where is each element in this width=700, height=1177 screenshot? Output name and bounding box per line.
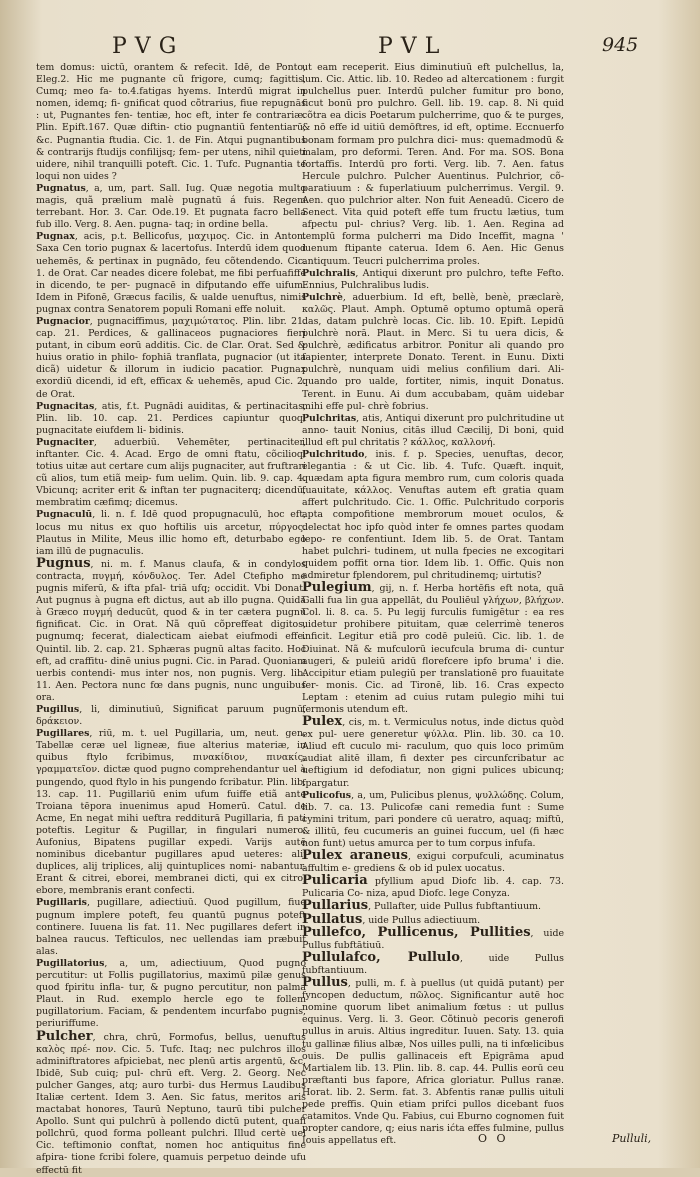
dictionary-entry bbox=[302, 850, 564, 875]
entry-headword: Pulex bbox=[302, 714, 343, 730]
entry-text: , a, um, Pulicibus plenus, ψυλλώδης. Colum, lib. 7. ca. 13. Pulicofæ cani remedia funt : Sume cymini tritum, pari pondere cū ueratro, aquaq; miftū, & illitū, feu cucumeris an guinei fuccum, uel (fi hæc non funt) uetus amurca per to tum corpus infufa. bbox=[302, 789, 564, 849]
dictionary-entry bbox=[302, 582, 564, 716]
dictionary-entry bbox=[36, 704, 306, 728]
entry-headword: Pulchralis bbox=[302, 267, 356, 279]
entry-text: , Pullafter, uide Pullus fubftantiuum. bbox=[368, 901, 542, 913]
dictionary-entry bbox=[302, 449, 564, 582]
dictionary-entry bbox=[36, 555, 306, 704]
entry-headword: Pulegium bbox=[302, 580, 372, 596]
dictionary-entry bbox=[302, 924, 564, 952]
entry-text: , aduerbium. Id eft, bellè, benè, præclarè, καλῶς. Plaut. Amph. Optumē optumo optumā operā das, datam pulchrè locas. Cic. lib. 10. Epift. Lepidū pulchrè norā. Plaut. in Merc. Si tu uera dicis, & pulchrè, ædificatus arbitror. Ponitur ali quando pro fapienter, interprete Donato. Terent. in Eunu. Dixti pulchrè, nunquam uidi melius confilium dari. Ali- quando pro ualde, fortiter, nimis, inquit Donatus. Terent. in Eunu. Ai dum accubabam, quām uidebar mihi effe pul- chrè fobrius. bbox=[302, 291, 564, 412]
right-column bbox=[302, 62, 564, 1147]
entry-headword: Pugnacior bbox=[36, 315, 90, 327]
entry-text: , atis, f.t. Pugnādi auiditas, & pertinacitas, Plin. lib. 10. cap. 21. Perdices capiuntur quoq; pugnacitate eiufdem li- bidinis. bbox=[36, 400, 306, 436]
entry-text: , inis. f. p. Species, uenuftas, decor, elegantia : & ut Cic. lib. 4. Tufc. Quæft. inquit, quædam apta figura membro rum, cum coloris quada fuauitate, κάλλος. Venuftas autem eft gratia quam affert pulchritudo. Cic. 1. Offic. Pulchritudo corporis apta compofitione membrorum mouet oculos, & delectat hoc ipfo quòd inter fe omnes partes quodam lepo- re confentiunt. Idem lib. 5. de Orat. Tantam habet pulchri- tudinem, ut nulla fpecies ne excogitari quidem poffit orna tior. Idem lib. 1. Offic. Quis non admiretur fplendorem, pul chritudinemq; uirtutis? bbox=[302, 449, 564, 581]
entry-text: , atis, Antiqui dixerunt pro pulchritudine ut anno- tauit Nonius, citās illud Cæcilij, Di boni, quid illud eft pul chritatis ? κάλλος, καλλονή. bbox=[302, 412, 564, 448]
entry-headword: Pugillaris bbox=[36, 897, 87, 909]
entry-text: , acis, p.t. Bellicofus, μαχιμος. Cic. in Anton. Saxa Cen torio pugnax & lacertofus. Interdū idem quod uehemēs, & pertinax in pugnādo, feu cõtendendo. Cic. 1. de Orat. Car neades dicere folebat, me fibi perfuafiffe in dicendo, te per- pugnacē in difputando effe uifum. Idem in Pifonē, Græcus facilis, & ualde uenuftus, nimis pugnax contra Senatorem populi Romani effe noluit. bbox=[36, 231, 306, 315]
entry-headword: Pulcher bbox=[36, 1028, 93, 1044]
dictionary-entry bbox=[36, 958, 306, 1031]
dictionary-entry bbox=[302, 268, 564, 292]
entry-headword: Pugillatorius bbox=[36, 957, 105, 969]
dictionary-entry bbox=[302, 716, 564, 790]
entry-text: tem domus: uictū, orantem & refecit. Idē, de Ponto, Eleg.2. Hic me pugnante cũ frigore, cumq; fagittis, Cumq; meo fa- to.4.fatigas hyems. Interdū migrat in nomen, idemq; fi- gnificat quod cõtrarius, fiue repugnās : ut, Pugnantes fen- tentiæ, hoc eft, inter fe contrariæ. Plin. Epift.167. Quæ diftin- ctio pugnantiū fententiarū, &c. Pugnantia ftudia. Cic. 1. de Fin. Atqui pugnantibus & contrarijs ftudijs confilijsq; fem- per utens, nihil quieti uidere, nihil tranquilli poteft. Cic. 1. Tufc. Pugnantia te loqui non uides ? bbox=[36, 62, 306, 182]
dictionary-entry bbox=[36, 897, 306, 957]
entry-headword: Pullulafco, Pullulo bbox=[302, 949, 460, 965]
catchword: Pulluli, bbox=[612, 1132, 652, 1145]
entry-text: , chra, chrū, Formofus, bellus, uenuftus καλὸς πρέ- πον. Cic. 5. Tufc. Itaq; nec pulchros illos adminiftratores afpiciebat, nec plenū artis argentū, &c. Ibidē, Sub cuiq; pul- chrū eft. Verg. 2. Georg. Nec pulcher Ganges, atq; auro turbi- dus Hermus Laudibus Italiæ certent. Idem 3. Aen. Sic fatus, meritos aris mactabat honores, Taurū Neptuno, taurū tibi pulcher Apollo. Sunt qui pulchrū à pollendo dictū putent, quafi pollchrū, quod forma polleant pulchri. Illud certè uel Cic. teftimonio conftat, nomen hoc antiquitus fine afpira- tione fcribi folere, quamuis perpetuo deinde ufu effectū fit bbox=[36, 1031, 306, 1176]
entry-text: , exigui corpufculi, acuminatus affultim e- grediens & ob id pulex uocatus. bbox=[302, 851, 564, 875]
entry-headword: Pulicaria bbox=[302, 873, 368, 889]
entry-headword: Pullatus bbox=[302, 911, 363, 927]
entry-headword: Pugillus bbox=[36, 703, 80, 715]
entry-text: , a, um, part. Sall. Iug. Quæ negotia multo magis, quã prælium malè pugnatū á fuis. Regem terrebant. Hor. 3. Car. Ode.19. Et pugnata facro bella fub illo. Verg. 8. Aen. pugna- taq; in ordine bella. bbox=[36, 182, 306, 231]
running-head-left: PVG bbox=[112, 34, 185, 59]
entry-headword: Pullefco, Pullicenus, Pullities bbox=[302, 924, 531, 940]
entry-text: , gij, n. f. Herba hortēfis eft nota, quā Galli fua lin gua appellāt, du Pouliēul γλήχων, βλήχων. Col. li. 8. ca. 5. Pu legij furculis fumigētur : ea res uidetur prohibere pituitam, quæ celerrimè teneros inficit. Legitur etiã pro codē puleiū. Cic. lib. 1. de Diuinat. Nã & mufculorū iecufcula bruma di- cuntur augeri, & puleiū aridū florefcere ipfo bruma' i die. Accipitur etiam pulegiū per translationē pro fuauitate fer- monis. Cic. ad Tironē, lib. 16. Cras expecto Leptam : etenim ad cuius rutam pulegio mihi tui fermonis utendum eft. bbox=[302, 583, 564, 715]
entry-headword: Pulchrè bbox=[302, 291, 343, 303]
entry-text: , cis, m. t. Vermiculus notus, inde dictus quòd ex pul- uere generetur ψύλλα. Plin. lib. 30. ca 10. Aliud eft cuculo mi- raculum, quo quis loco primūm audiat alitē illam, fi dexter pes circunfcribatur ac ueftigium id defodiatur, non gigni pulices ubicunq; fpargatur. bbox=[302, 717, 564, 789]
page-number: 945 bbox=[602, 34, 639, 56]
dictionary-entry bbox=[302, 790, 564, 850]
dictionary-entry bbox=[36, 509, 306, 557]
entry-headword: Pugnaciter bbox=[36, 436, 94, 448]
dictionary-entry bbox=[36, 437, 306, 510]
entry-headword: Pulchritudo bbox=[302, 449, 365, 460]
dictionary-entry bbox=[302, 875, 564, 900]
entry-text: , pugillare, adiectiuū. Quod pugillum, fiue pugnum implere poteft, feu quantū pugnus poteft continere. Iuuena lis fat. 11. Nec pugillares defert in balnea raucus. Tefticulos, nec uellendas iam præbuit alas. bbox=[36, 897, 306, 957]
entry-text: , a, um, adiectiuum, Quod pugno percutitur: ut Follis pugillatorius, maximū pilæ genus quod fpiritu infla- tur, & pugno percutitur, non palma Plaut. in Rud. exemplo hercle ego te follem pugillatorium. Faciam, & pendentem incurfabo pugnis, periuriffume. bbox=[36, 957, 306, 1030]
entry-headword: Pugnax bbox=[36, 231, 75, 243]
signature-mark: O O bbox=[478, 1132, 509, 1145]
entry-text: , pugnaciffimus, μαχιμώτατος. Plin. libr. 21. cap. 21. Perdices, & gallinaceos pugnaciores fieri putant, in cibum eorū additis. Cic. de Clar. Orat. Sed & huius oratio in philo- fophiā tranflata, pugnacior (ut ita dicã) uidetur & illorum in iudicio pacatior. Pugnax exordiū dicendi, id eft, efficax & uehemēs, apud Cic. 2. de Orat. bbox=[36, 315, 306, 400]
page-header bbox=[0, 30, 700, 58]
entry-headword: Pugnacitas bbox=[36, 400, 95, 412]
entry-text: , uide Pullus fubftantiuum. bbox=[302, 952, 564, 976]
dictionary-entry bbox=[36, 62, 306, 183]
entry-headword: Pulex araneus bbox=[302, 848, 408, 864]
dictionary-entry bbox=[36, 231, 306, 316]
dictionary-entry bbox=[36, 316, 306, 401]
entry-text: ut eam receperit. Eius diminutiuū eft pulchellus, la, lum. Cic. Attic. lib. 10. Redeo ad altercationem : furgit pulchellus puer. Interdū pulcher fumitur pro bono, ficut bonū pro pulchro. Gell. lib. 19. cap. 8. Ni quid cõtra ea dicis Poetarum pulcherrime, quo & te purges, & nō effe id uitiū demōftres, id eft, optime. Eccnuerfo bonam formam pro pulchra dici- mus: quemadmodū & malam, pro deformi. Teren. And. For ma. SOS. Bona fortaffis. Interdū pro forti. Verg. lib. 7. Aen. fatus Hercule pulchro. Pulcher Auentinus. Pulchrior, cõ- paratiuum : & fuperlatiuum pulcherrimus. Vergil. 9. Aen. quo pulchrior alter. Non fuit Aeneadū. Cicero de Senect. Vita quid poteft effe tum fructu lætius, tum afpectu pul- chrius? Verg. lib. 1. Aen. Regina ad templū forma pulcherri ma Dido Inceffit, magna ' iuenum ftipante caterua. Idem 6. Aen. Hic Genus antiquum. Teucri pulcherrima proles. bbox=[302, 62, 564, 267]
running-head-right: PVL bbox=[378, 34, 448, 59]
entry-text: pfyllium apud Diofc lib. 4. cap. 73. Pulicaria Co- niza, apud Diofc. lege Conyza. bbox=[302, 876, 564, 900]
left-column bbox=[36, 62, 306, 1176]
page-footer bbox=[0, 1132, 700, 1152]
entry-text: , pulli, m. f. à puellus (ut quidā putant) per fyncopen deductum, πῶλος. Significantur autē hoc nomine quorum libet animalium fœtus : ut pullus equinus. Verg. li. 3. Geor. Cõtinuò pecoris generofi pullus in aruis. Altius ingreditur. Iuuen. Saty. 13. quia tu gallinæ filius albæ, Nos uilles pulli, na ti infœlicibus ouis. De pullis gallinaceis eft Epigrāma apud Martialem lib. 13. Plin. lib. 8. cap. 44. Pullis eorū ceu præftanti bus fapore, Africa gloriatur. Pullus ranæ. Horat. lib. 2. Serm. fat. 3. Abfentis ranæ pullis uituli pede preffis. Quin etiam prifci pullos dicebant fuos catamitos. Vnde Qu. Fabius, cui Eburno cognomen fuit propter candore, q; eius naris ićta effes fulmine, pullus Iouis appellatus eft. bbox=[302, 978, 564, 1147]
entry-text: , uide Pullus fubftātiuū. bbox=[302, 927, 564, 951]
dictionary-entry bbox=[36, 728, 306, 897]
dictionary-entry bbox=[302, 62, 564, 268]
dictionary-entry bbox=[36, 1028, 306, 1177]
entry-headword: Pulchritas bbox=[302, 412, 357, 424]
entry-text: , Antiqui dixerunt pro pulchro, tefte Fefto. Ennius, Pulchralibus ludis. bbox=[302, 267, 564, 291]
entry-text: , uide Pullus adiectiuum. bbox=[362, 914, 481, 926]
entry-headword: Pugnus bbox=[36, 555, 91, 571]
dictionary-entry bbox=[302, 949, 564, 977]
entry-headword: Pulicofus bbox=[302, 789, 352, 801]
entry-headword: Pullarius bbox=[302, 898, 369, 914]
entry-text: , ni. m. f. Manus claufa, & in condylos contracta, πυγμή, κόνδυλος. Ter. Adel Ctefipho me pugnis miferū, & ifta pfal- triā ufq; occidit. Vbi Donat. Aut pugnus à pugna eft dictus, aut ab illo pugna. Quidā à Græco πυγμή deducūt, quod & in ter cætera pugnū fignificat. Cic. in Orat. Nã quū cõpreffeat digitos, pugnumq; fecerat, dialecticam aiebat eiufmodi effe. Quintil. lib. 2. cap. 21. Sphæras pugnū altas facito. Hoc eft, ad craffitu- dinē unius pugni. Cic. in Parad. Quoniam uerbis contendi- mus inter nos, non pugnis. Verg. lib. 11. Aen. Pectora nunc fœ dans pugnis, nunc unguibus ora. bbox=[36, 558, 306, 703]
dictionary-entry bbox=[302, 413, 564, 449]
entry-text: , li. n. f. Idē quod propugnaculū, hoc eft, locus mu nitus ex quo hoftilis uis arcetur, πύργος. Plautus in Milite, Meus illic homo eft, deturbabo ego iam illū de pugnaculis. bbox=[36, 509, 306, 557]
entry-text: , li, diminutiuū, Significat paruum pugnū, δράκειον. bbox=[36, 703, 306, 728]
dictionary-entry bbox=[36, 183, 306, 231]
dictionary-entry bbox=[36, 401, 306, 437]
dictionary-entry bbox=[302, 292, 564, 413]
entry-headword: Pugillares bbox=[36, 728, 90, 740]
entry-text: , aduerbiū. Vehemēter, pertinaciter, inftanter. Cic. 4. Acad. Ergo de omni ftatu, cõcilioq; totius uitæ aut certare cum alijs pugnaciter, aut fruftrari cũ alios, tum etiã meip- fum uelim. Quin. lib. 9. cap. 4. Vbicunq; acriter erit & inftan ter pugnaciterq; dicendū, membratim cæfimq; dicemus. bbox=[36, 436, 306, 509]
entry-headword: Pullus bbox=[302, 975, 348, 991]
entry-headword: Pugnaculū bbox=[36, 509, 93, 521]
entry-headword: Pugnatus bbox=[36, 182, 86, 194]
entry-text: , riū, m. t. uel Pugillaria, um, neut. gen. Tabellæ ceræ uel ligneæ, fiue alterius materiæ, in quibus ftylo fcribimus, πινακίδιον, πινακίς, γραμματεῖον. dictæ quod pugno comprehendantur uel à pungendo, quod ftylo in his pungendo fcribatur. Plin. lib. 13. cap. 11. Pugillariū enim ufum fuiffe etiã ante Troiana tēpora inuenimus apud Homerū. Catul. de Acme, En negat mihi ueftra redditurā Pugillaria, fi pati poteftis. Legitur & Pugillar, in fingulari numero. Aufonius, Bipatens pugillar expedi. Varijs autē nominibus dicebantur pugillares apud ueteres: alij duplices, alij triplices, alij quintuplices nomi- nabantur. Erant & citrei, eborei, membranei dicti, qui ex citro, ebore, membranis erant confecti. bbox=[36, 728, 306, 897]
dictionary-entry bbox=[302, 977, 564, 1147]
